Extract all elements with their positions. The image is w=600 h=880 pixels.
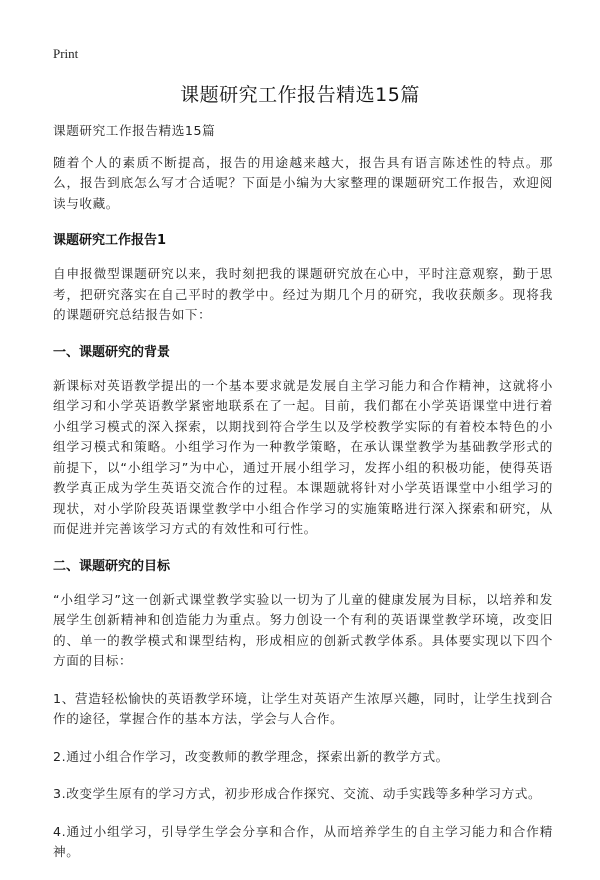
goal-item-2: 2.通过小组合作学习，改变教师的教学理念，探索出新的教学方式。 xyxy=(53,748,449,764)
print-link[interactable]: Print xyxy=(53,46,79,61)
heading-goals: 二、课题研究的目标 xyxy=(53,558,171,574)
goal-item-4: 4.通过小组学习，引导学生学会分享和合作，从而培养学生的自主学习能力和合作精神。 xyxy=(53,823,553,859)
heading-background: 一、课题研究的背景 xyxy=(53,344,171,360)
section-title: 课题研究工作报告1 xyxy=(53,233,167,248)
goals-intro-paragraph: “小组学习”这一创新式课堂教学实验以一切为了儿童的健康发展为目标，以培养和发展学生创新精神和创造能力为重点。努力创设一个有利的英语课堂教学环境，改变旧的、单一的教学模式和课型结构，形成相应的创新式教学体系。具体要实现以下四个方面的目标： xyxy=(53,591,553,668)
document-body xyxy=(53,121,553,880)
section-intro-paragraph: 自申报微型课题研究以来，我时刻把我的课题研究放在心中，平时注意观察，勤于思考，把研究落实在自己平时的教学中。经过为期几个月的研究，我收获颇多。现将我的课题研究总结报告如下： xyxy=(53,266,553,322)
page-title: 课题研究工作报告精选15篇 xyxy=(180,84,420,106)
intro-paragraph: 随着个人的素质不断提高，报告的用途越来越大，报告具有语言陈述性的特点。那么，报告到底怎么写才合适呢？下面是小编为大家整理的课题研究工作报告，欢迎阅读与收藏。 xyxy=(53,154,553,211)
goal-item-1: 1、营造轻松愉快的英语教学环境，让学生对英语产生浓厚兴趣，同时，让学生找到合作的途径，掌握合作的基本方法，学会与人合作。 xyxy=(53,690,553,726)
background-paragraph: 新课标对英语教学提出的一个基本要求就是发展自主学习能力和合作精神，这就将小组学习和小学英语教学紧密地联系在了一起。目前，我们都在小学英语课堂中进行着小组学习模式的深入探索，以期找到符合学生以及学校教学实际的有着校本特色的小组学习模式和策略。小组学习作为一种教学策略，在承认课堂教学为基础教学形式的前提下，以“小组学习”为中心，通过开展小组学习，发挥小组的积极功能，使得英语教学真正成为学生英语交流合作的过程。本课题就将针对小学英语课堂中小组学习的现状，对小学阶段英语课堂教学中小组合作学习的实施策略进行深入探索和研究，从而促进并完善该学习方式的有效性和可行性。 xyxy=(53,377,553,536)
goal-item-3: 3.改变学生原有的学习方式，初步形成合作探究、交流、动手实践等多种学习方式。 xyxy=(53,786,542,801)
document-subtitle: 课题研究工作报告精选15篇 xyxy=(53,123,216,138)
